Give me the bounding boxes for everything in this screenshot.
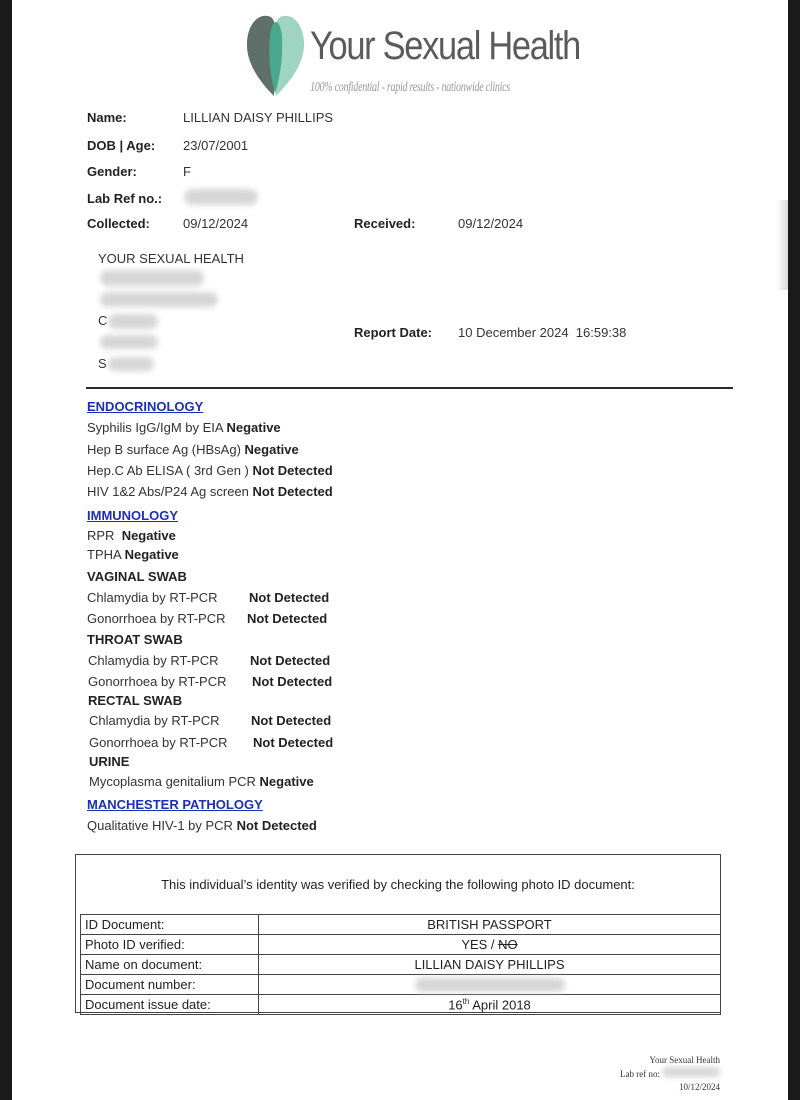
logo-title: Your Sexual Health [310, 24, 581, 68]
heart-leaf-logo-icon [244, 8, 308, 100]
name-label: Name: [87, 110, 127, 125]
redacted-address-line-5 [108, 357, 154, 371]
dob-label: DOB | Age: [87, 138, 156, 153]
result-hepc: Not Detected [252, 463, 333, 478]
id-document-value: BRITISH PASSPORT [259, 915, 721, 935]
divider-rule [86, 387, 733, 389]
result-hepb: Negative [244, 442, 299, 457]
received-date: 09/12/2024 [458, 216, 524, 231]
test-hepc: Hep.C Ab ELISA ( 3rd Gen ) Not Detected [87, 463, 333, 478]
redacted-lab-ref [184, 189, 258, 205]
test-vaginal-chlamydia: Chlamydia by RT-PCR [87, 590, 218, 605]
report-date: 10 December 2024 16:59:38 [458, 325, 627, 340]
result-throat-gonorrhoea: Not Detected [252, 674, 333, 689]
section-rectal-swab: RECTAL SWAB [88, 693, 183, 708]
result-mycoplasma: Negative [259, 774, 314, 789]
test-syphilis: Syphilis IgG/IgM by EIA Negative [87, 420, 281, 435]
test-mycoplasma: Mycoplasma genitalium PCR Negative [89, 774, 314, 789]
photo-id-verified-label: Photo ID verified: [81, 935, 259, 955]
section-urine: URINE [89, 754, 130, 769]
result-vaginal-chlamydia: Not Detected [249, 590, 330, 605]
collected-label: Collected: [87, 216, 150, 231]
patient-name: LILLIAN DAISY PHILLIPS [183, 110, 334, 125]
collected-date: 09/12/2024 [183, 216, 249, 231]
address-initial-s: S [98, 356, 107, 371]
document-number-label: Document number: [81, 975, 259, 995]
lab-ref-label: Lab Ref no.: [87, 191, 163, 206]
section-manchester-pathology[interactable]: MANCHESTER PATHOLOGY [87, 797, 263, 812]
footer-block [620, 1054, 720, 1094]
result-tpha: Negative [124, 547, 179, 562]
footer-org: Your Sexual Health [649, 1055, 720, 1065]
footer-lab-ref: Lab ref no: [620, 1067, 720, 1081]
gender-label: Gender: [87, 164, 137, 179]
name-on-document-value: LILLIAN DAISY PHILLIPS [259, 955, 721, 975]
document-issue-date-label: Document issue date: [81, 995, 259, 1015]
patient-dob: 23/07/2001 [183, 138, 249, 153]
result-hiv-screen: Not Detected [252, 484, 333, 499]
photo-id-verified-value: YES / NO [259, 935, 721, 955]
section-throat-swab: THROAT SWAB [87, 632, 183, 647]
id-verification-table [80, 914, 721, 1015]
report-page [12, 0, 788, 1100]
table-row [81, 995, 721, 1015]
brand-logo [244, 6, 581, 102]
test-hepb: Hep B surface Ag (HBsAg) Negative [87, 442, 299, 457]
result-rpr: Negative [121, 528, 176, 543]
redacted-address-line-3 [108, 314, 158, 329]
test-hiv-pcr: Qualitative HIV-1 by PCR Not Detected [87, 818, 317, 833]
result-hiv-pcr: Not Detected [236, 818, 317, 833]
result-vaginal-gonorrhoea: Not Detected [247, 611, 328, 626]
result-rectal-gonorrhoea: Not Detected [253, 735, 334, 750]
section-vaginal-swab: VAGINAL SWAB [87, 569, 187, 584]
table-row [81, 975, 721, 995]
redacted-document-number [415, 978, 565, 992]
clinic-name: YOUR SEXUAL HEALTH [98, 251, 244, 266]
table-row [81, 955, 721, 975]
document-issue-date-value: 16th April 2018 [259, 995, 721, 1015]
test-tpha: TPHA Negative [87, 547, 179, 562]
id-verification-heading: This individual’s identity was verified by checking the following photo ID document: [161, 877, 635, 892]
redacted-address-line-4 [100, 335, 158, 349]
id-verification-box [75, 854, 721, 1013]
address-initial-c: C [98, 313, 108, 328]
test-hiv-screen: HIV 1&2 Abs/P24 Ag screen Not Detected [87, 484, 333, 499]
test-vaginal-gonorrhoea: Gonorrhoea by RT-PCR [87, 611, 226, 626]
id-document-label: ID Document: [81, 915, 259, 935]
test-rectal-chlamydia: Chlamydia by RT-PCR [89, 713, 220, 728]
test-rpr: RPR Negative [87, 528, 176, 543]
no-struck-out: NO [498, 937, 518, 952]
result-syphilis: Negative [226, 420, 281, 435]
section-immunology[interactable]: IMMUNOLOGY [87, 508, 178, 523]
page-edge-shadow [776, 200, 788, 290]
test-throat-gonorrhoea: Gonorrhoea by RT-PCR [88, 674, 227, 689]
redacted-address-line-2 [100, 292, 218, 307]
document-number-value [259, 975, 721, 995]
patient-gender: F [183, 164, 191, 179]
footer-date: 10/12/2024 [678, 1082, 720, 1092]
logo-tagline: 100% confidential - rapid results - nationwide clinics [310, 80, 510, 95]
name-on-document-label: Name on document: [81, 955, 259, 975]
result-throat-chlamydia: Not Detected [250, 653, 331, 668]
received-label: Received: [354, 216, 416, 231]
section-endocrinology[interactable]: ENDOCRINOLOGY [87, 399, 204, 414]
result-rectal-chlamydia: Not Detected [251, 713, 332, 728]
table-row [81, 935, 721, 955]
test-rectal-gonorrhoea: Gonorrhoea by RT-PCR [89, 735, 228, 750]
table-row [81, 915, 721, 935]
test-throat-chlamydia: Chlamydia by RT-PCR [88, 653, 219, 668]
report-date-label: Report Date: [354, 325, 433, 340]
redacted-address-line-1 [100, 270, 204, 286]
